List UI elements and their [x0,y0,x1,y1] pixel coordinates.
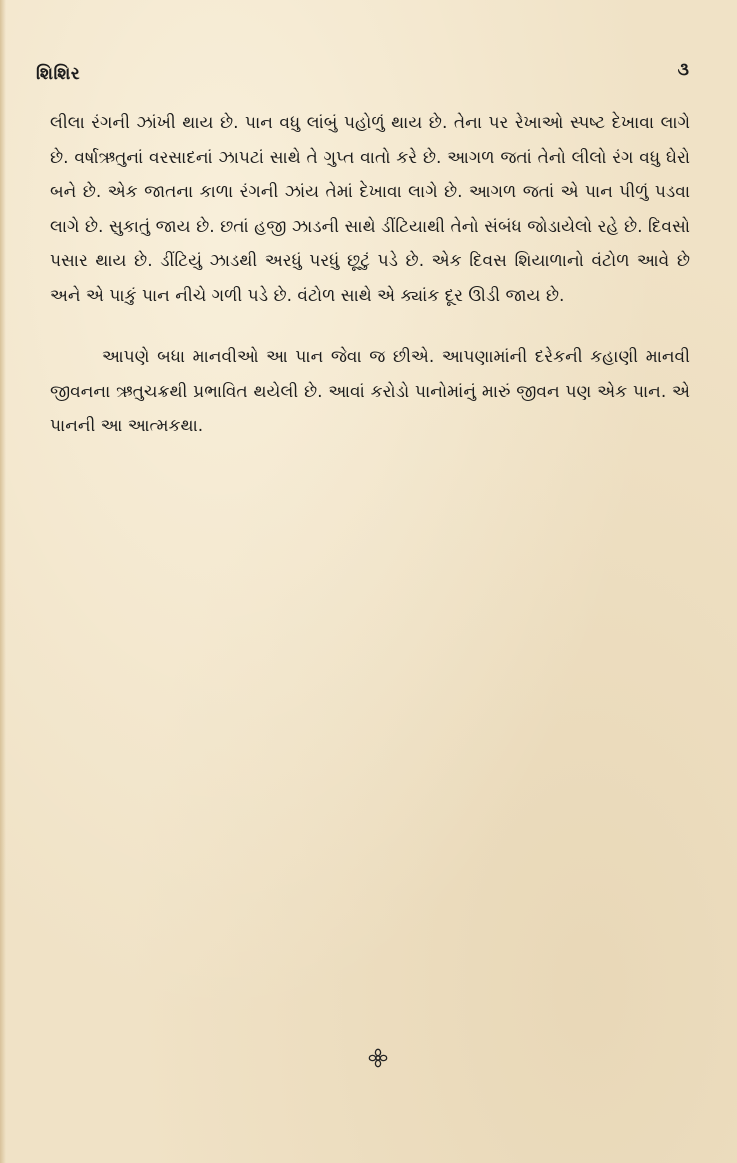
flower-ornament-icon [368,1048,388,1068]
body-paragraph-2: આપણે બધા માનવીઓ આ પાન જેવા જ છીએ. આપણામાંની દરેકની કહાણી માનવી જીવનના ઋતુચક્રથી પ્રભાવિત થયેલી છે. આવાં કરોડો પાનોમાંનું મારું જીવન પણ એક પાન. એ પાનની આ આત્મકથા. [50,347,690,436]
page-number: ૩ [677,60,689,80]
page-spine-edge [0,0,6,1163]
body-paragraph-1: લીલા રંગની ઝાંખી થાય છે. પાન વધુ લાંબું પહોળું થાય છે. તેના પર રેખાઓ સ્પષ્ટ દેખાવા લાગે છે. વર્ષાઋતુનાં વરસાદનાં ઝાપટાં સાથે તે ગુપ્ત વાતો કરે છે. આગળ જતાં તેનો લીલો રંગ વધુ ઘેરો બને છે. એક જાતના કાળા રંગની ઝાંય તેમાં દેખાવા લાગે છે. આગળ જતાં એ પાન પીળું પડવા લાગે છે. સુકાતું જાય છે. છતાં હજી ઝાડની સાથે ડીંટિયાથી તેનો સંબંધ જોડાયેલો રહે છે. દિવસો પસાર થાય છે. ડીંટિયું ઝાડથી અરધું પરધું છૂટું પડે છે. એક દિવસ શિયાળાનો વંટોળ આવે છે અને એ પાકું પાન નીચે ગળી પડે છે. વંટોળ સાથે એ ક્યાંક દૂર ઊડી જાય છે. [50,113,690,306]
running-head: શિશિર [36,64,81,84]
